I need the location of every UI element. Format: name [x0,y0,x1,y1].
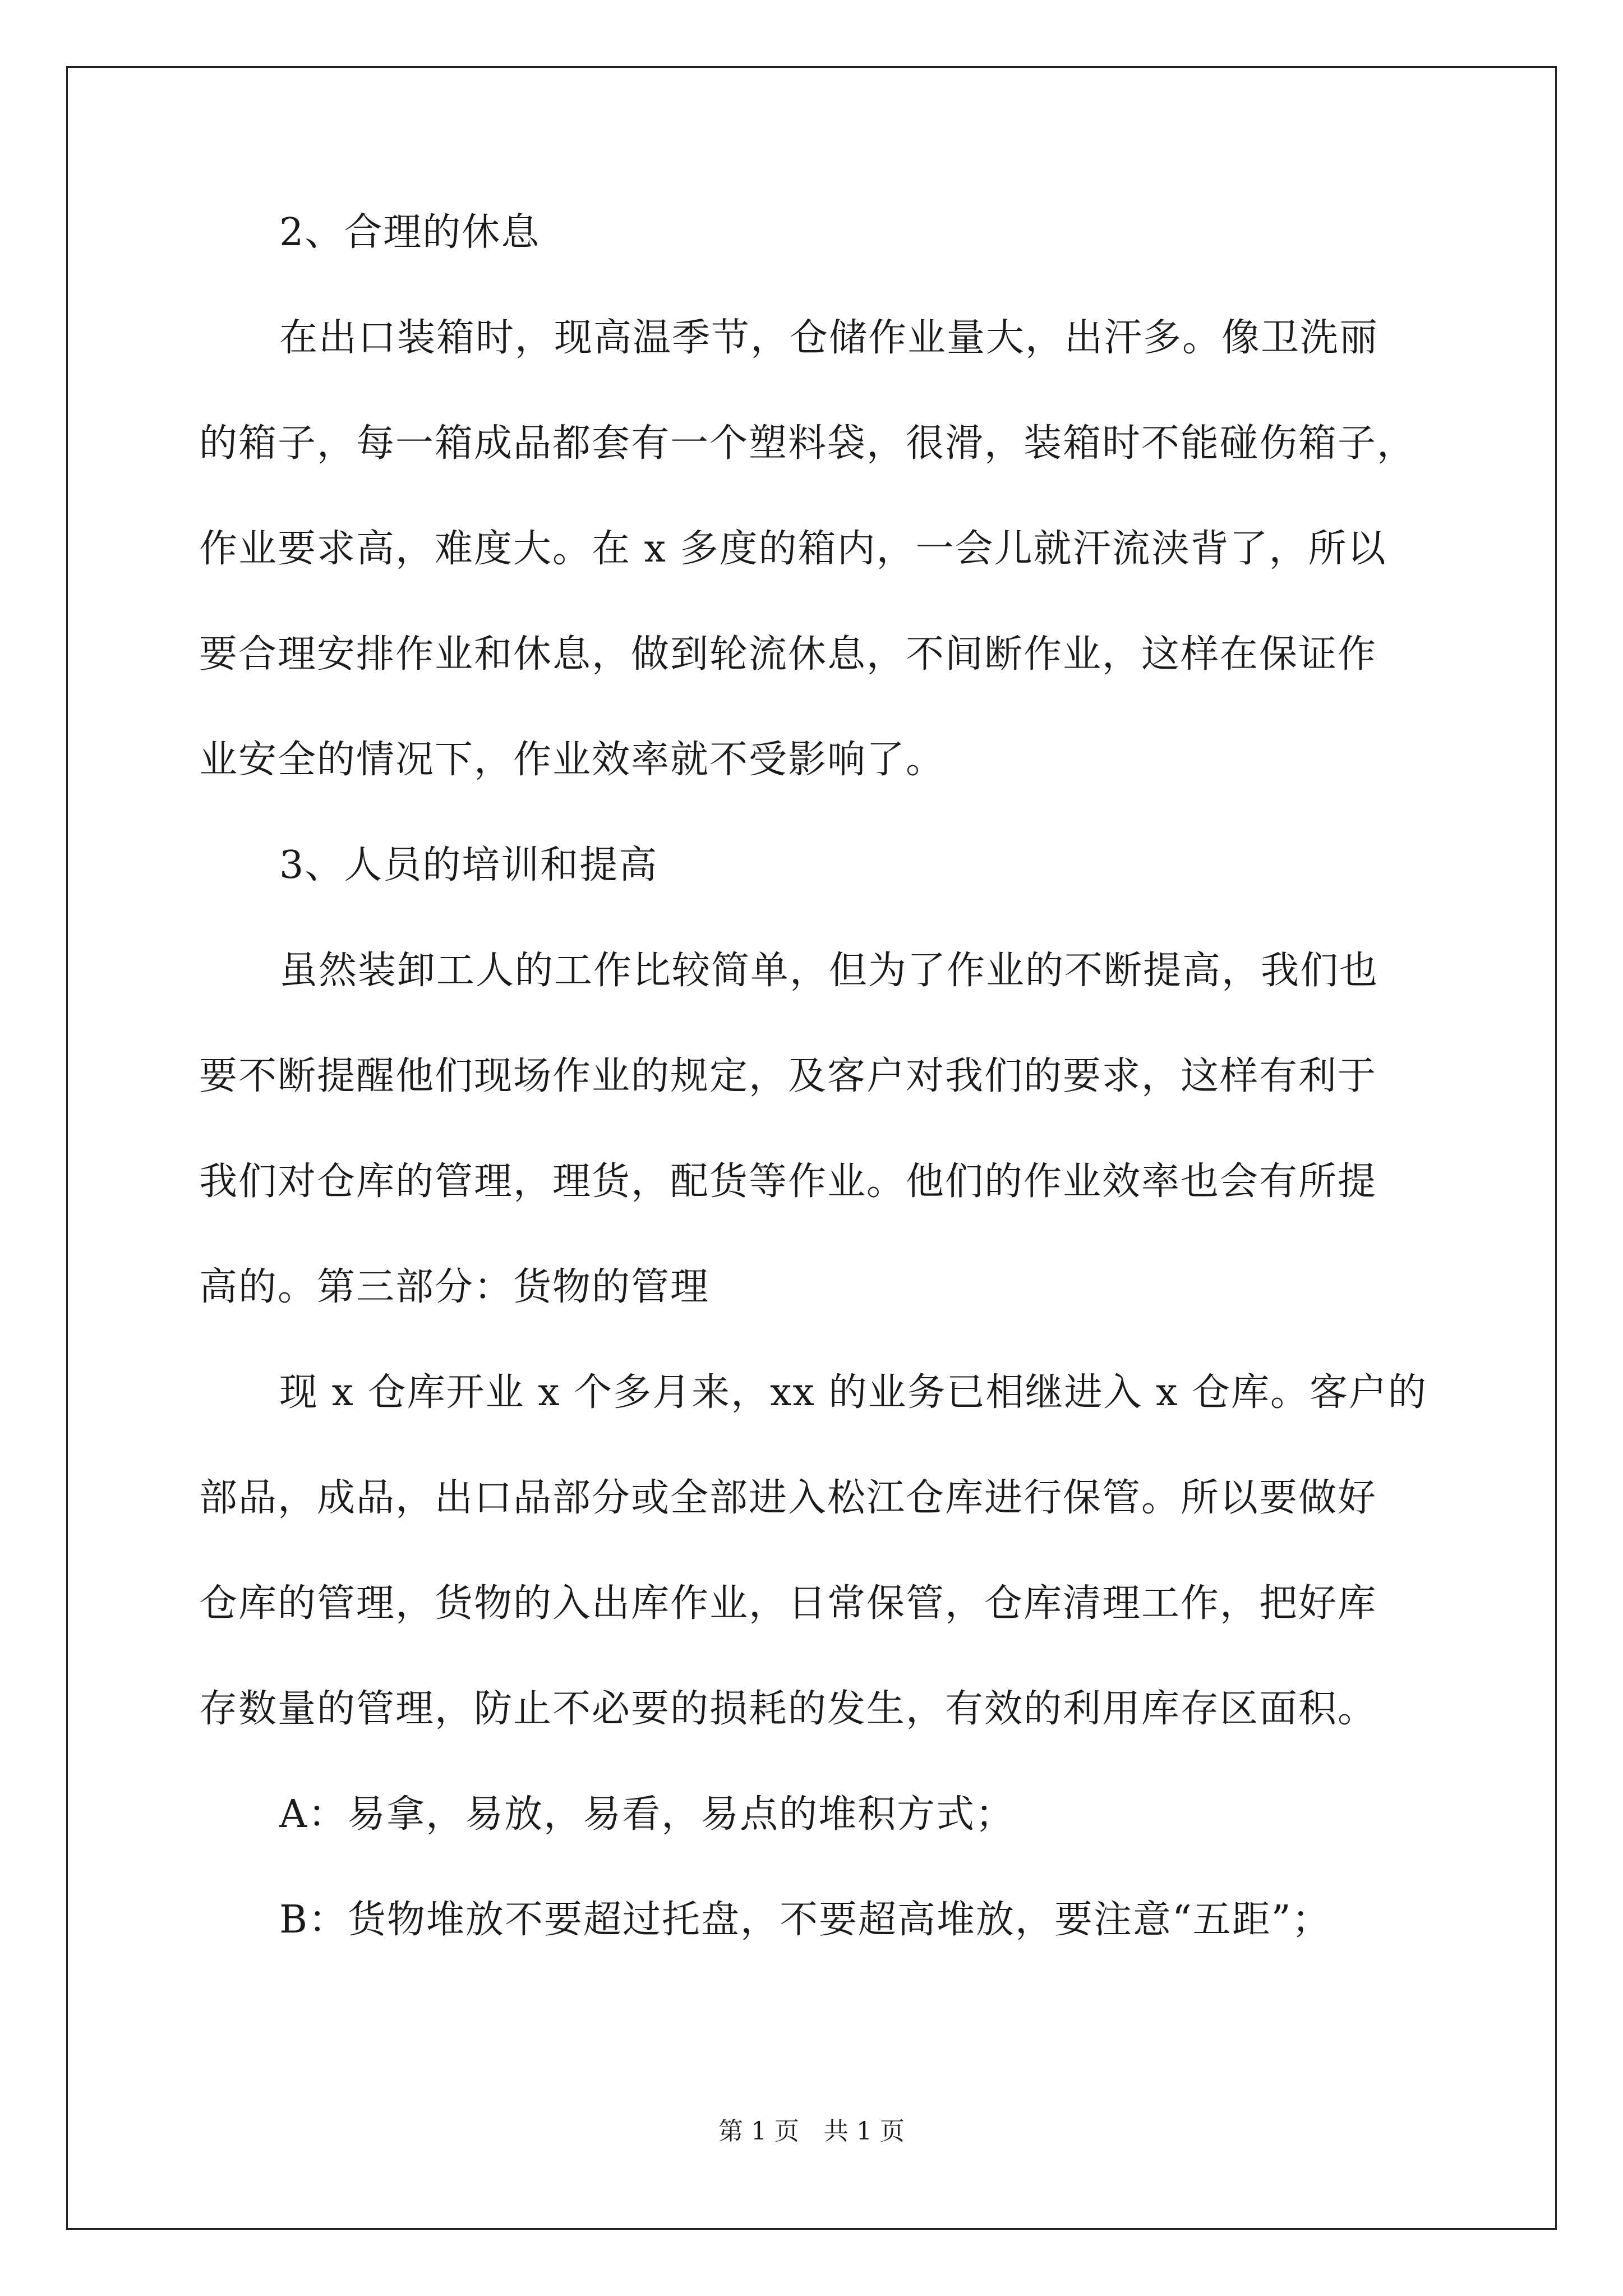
paragraph-line: 高的。第三部分：货物的管理 [199,1265,710,1309]
paragraph-line: 在出口装箱时，现高温季节，仓储作业量大，出汗多。像卫洗丽 [279,316,1379,360]
paragraph-line: 作业要求高，难度大。在 x 多度的箱内，一会儿就汗流浃背了，所以 [199,527,1387,571]
paragraph-line: 要不断提醒他们现场作业的规定，及客户对我们的要求，这样有利于 [199,1054,1377,1098]
paragraph-line: 要合理安排作业和休息，做到轮流休息，不间断作业，这样在保证作 [199,632,1377,677]
list-item-a: A：易拿，易放，易看，易点的堆积方式； [279,1792,1015,1837]
list-item-b: B：货物堆放不要超过托盘，不要超高堆放，要注意“五距”； [279,1898,1331,1942]
paragraph-line: 现 x 仓库开业 x 个多月来，xx 的业务已相继进入 x 仓库。客户的 [279,1370,1428,1415]
paragraph-line: 业安全的情况下，作业效率就不受影响了。 [199,738,946,782]
paragraph-line: 虽然装卸工人的工作比较简单，但为了作业的不断提高，我们也 [279,949,1379,993]
section-heading-rest: 2、合理的休息 [279,210,541,255]
page-number: 第 1 页 共 1 页 [718,2117,905,2146]
paragraph-line: 的箱子，每一箱成品都套有一个塑料袋，很滑，装箱时不能碰伤箱子， [199,421,1417,466]
paragraph-line: 我们对仓库的管理，理货，配货等作业。他们的作业效率也会有所提 [199,1159,1377,1204]
paragraph-line: 存数量的管理，防止不必要的损耗的发生，有效的利用库存区面积。 [199,1687,1377,1731]
paragraph-line: 仓库的管理，货物的入出库作业，日常保管，仓库清理工作，把好库 [199,1581,1377,1626]
section-heading-training: 3、人员的培训和提高 [279,843,658,887]
paragraph-line: 部品，成品，出口品部分或全部进入松江仓库进行保管。所以要做好 [199,1476,1377,1520]
